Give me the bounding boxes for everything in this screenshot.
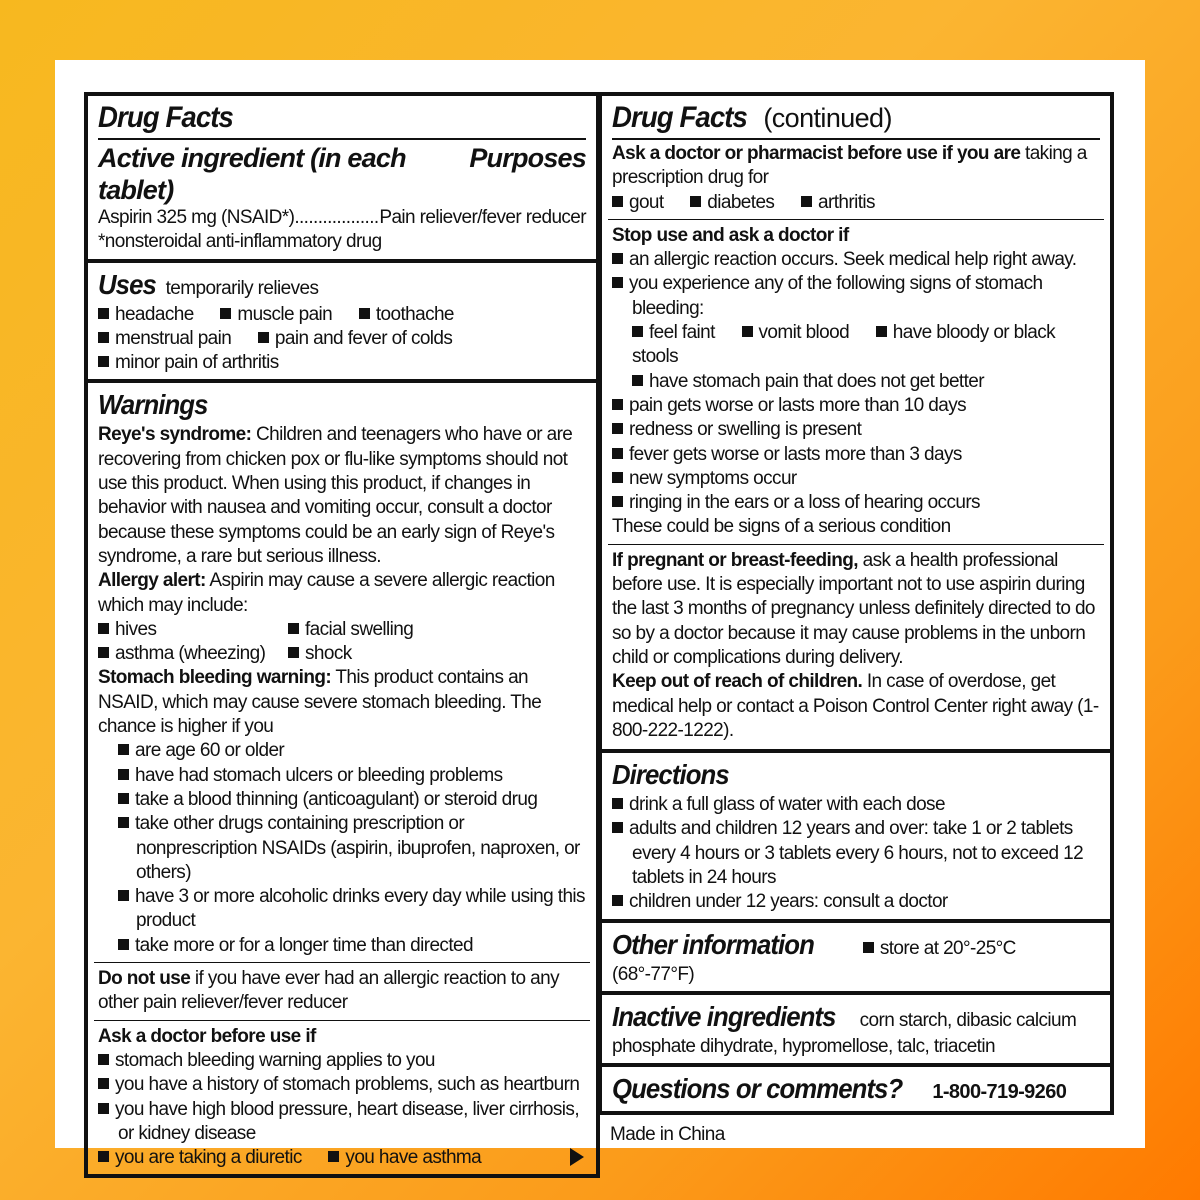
- divider: [608, 219, 1104, 220]
- keep-out-text: In case of overdose, get medical help or contact a Poison Control Center right away (1-800-222-1222).: [612, 671, 1099, 741]
- ask-pharmacist-box: [598, 92, 1114, 753]
- condition-item: diabetes: [690, 192, 774, 213]
- keep-out-label: Keep out of reach of children.: [612, 671, 863, 693]
- stop-use-item: you experience any of the following signs of stomach bleeding:: [612, 272, 1100, 321]
- divider: [98, 138, 586, 140]
- stop-use-item: ringing in the ears or a loss of hearing occurs: [612, 491, 1100, 515]
- questions-box: [598, 1063, 1114, 1115]
- allergy-item: shock: [288, 642, 586, 666]
- direction-item: drink a full glass of water with each dose: [612, 793, 1100, 817]
- use-item: toothache: [359, 304, 454, 325]
- pregnancy-text: ask a health professional before use. It is especially important not to use aspirin during the last 3 months of pregnancy unless definitely directed to do so by a doctor because it may cause problems in the unborn child or complications during delivery.: [612, 549, 1095, 668]
- ask-pharmacist-text: taking a prescription drug for: [612, 143, 1087, 189]
- stomach-risk-item: are age 60 or older: [98, 739, 586, 763]
- drug-facts-title-continued: Drug Facts: [612, 101, 747, 134]
- allergy-item: hives: [98, 618, 288, 642]
- stop-use-item: redness or swelling is present: [612, 418, 1100, 442]
- storage-item: store at 20°-25°C (68°-77°F): [612, 937, 1016, 985]
- stomach-risk-item: take other drugs containing prescription or nonprescription NSAIDs (aspirin, ibuprofen, naproxen, or others): [98, 812, 586, 885]
- warnings-box: [84, 379, 600, 1178]
- pregnancy-label: If pregnant or breast-feeding,: [612, 549, 858, 571]
- divider: [608, 544, 1104, 545]
- direction-item: children under 12 years: consult a doctor: [612, 890, 1100, 914]
- active-ingredient-heading: Active ingredient (in each tablet): [98, 143, 406, 205]
- stomach-risk-item: take more or for a longer time than directed: [98, 934, 586, 958]
- allergy-list: [98, 618, 586, 667]
- questions-heading: Questions or comments?: [612, 1073, 903, 1105]
- stomach-warning: [98, 666, 586, 739]
- active-ingredient-box: [84, 92, 600, 263]
- ask-pharmacist: [612, 142, 1100, 191]
- uses-intro: temporarily relieves: [165, 277, 319, 299]
- ask-doctor-heading: Ask a doctor before use if: [98, 1025, 316, 1047]
- ingredient-row: [98, 206, 586, 230]
- bleeding-sign: have bloody or black stools: [632, 322, 1056, 368]
- stop-use-heading: Stop use and ask a doctor if: [612, 224, 849, 246]
- directions-box: [598, 749, 1114, 922]
- allergy-item: facial swelling: [288, 618, 586, 642]
- reye-warning: [98, 423, 586, 569]
- ask-doctor-item: you have high blood pressure, heart disease, liver cirrhosis, or kidney disease: [98, 1098, 586, 1147]
- allergy-text: Aspirin may cause a severe allergic reaction which may include:: [98, 570, 555, 616]
- made-in-label: Made in China: [610, 1124, 725, 1146]
- allergy-item: asthma (wheezing): [98, 642, 288, 666]
- do-not-use: [98, 967, 586, 1016]
- reye-text: Children and teenagers who have or are recovering from chicken pox or flu-like symptoms should not use this product. When using this product, if changes in behavior with nausea and vomiting occur, consult a doctor because these symptoms could be an early sign of Reye's syndrome, a rare but serious illness.: [98, 424, 573, 567]
- directions-heading: Directions: [612, 759, 729, 791]
- bleeding-sign: have stomach pain that does not get better: [632, 371, 984, 392]
- divider: [612, 138, 1100, 140]
- allergy-alert: [98, 569, 586, 618]
- condition-item: arthritis: [801, 192, 875, 213]
- continued-label: (continued): [763, 103, 892, 133]
- continue-arrow-icon: [570, 1148, 584, 1166]
- use-item: menstrual pain: [98, 328, 231, 349]
- stomach-text: This product contains an NSAID, which may cause severe stomach bleeding. The chance is higher if you: [98, 667, 542, 738]
- direction-item: adults and children 12 years and over: take 1 or 2 tablets every 4 hours or 3 tablets every 6 hours, not to exceed 12 tablets in 24 hours: [612, 817, 1100, 890]
- divider: [94, 962, 590, 963]
- ingredient-purpose: Pain reliever/fever reducer: [379, 207, 586, 228]
- other-information-box: [598, 919, 1114, 995]
- ask-doctor-item: you are taking a diuretic: [98, 1147, 302, 1168]
- stop-use-item: pain gets worse or lasts more than 10 days: [612, 394, 1100, 418]
- other-information-heading: Other information: [612, 928, 814, 960]
- drug-facts-left-column: [84, 92, 600, 1178]
- do-not-use-text: if you have ever had an allergic reaction to any other pain reliever/fever reducer: [98, 968, 559, 1014]
- purposes-heading: Purposes: [469, 143, 586, 173]
- bleeding-sign: vomit blood: [742, 322, 850, 343]
- ingredient-name: Aspirin 325 mg (NSAID*): [98, 207, 295, 228]
- use-item: pain and fever of colds: [258, 328, 452, 349]
- drug-facts-panel: [55, 60, 1145, 1169]
- stop-use-item: an allergic reaction occurs. Seek medical help right away.: [612, 248, 1100, 272]
- uses-box: [84, 259, 600, 384]
- stop-use-item: new symptoms occur: [612, 467, 1100, 491]
- ask-doctor-item: stomach bleeding warning applies to you: [98, 1049, 586, 1073]
- do-not-use-label: Do not use: [98, 968, 191, 990]
- pregnancy-warning: [612, 549, 1100, 670]
- stomach-risk-item: have 3 or more alcoholic drinks every day while using this product: [98, 885, 586, 934]
- uses-heading: Uses: [98, 268, 156, 300]
- reye-label: Reye's syndrome:: [98, 424, 252, 446]
- nsaid-footnote: *nonsteroidal anti-inflammatory drug: [98, 231, 382, 253]
- divider: [94, 1020, 590, 1021]
- stomach-risk-item: take a blood thinning (anticoagulant) or steroid drug: [98, 788, 586, 812]
- stomach-risk-item: have had stomach ulcers or bleeding problems: [98, 764, 586, 788]
- dot-leader: [294, 206, 379, 230]
- allergy-label: Allergy alert:: [98, 570, 206, 592]
- ask-doctor-item: you have a history of stomach problems, such as heartburn: [98, 1073, 586, 1097]
- use-item: minor pain of arthritis: [98, 352, 279, 373]
- inactive-ingredients-box: [598, 991, 1114, 1067]
- stop-use-item: fever gets worse or lasts more than 3 days: [612, 443, 1100, 467]
- inactive-ingredients-heading: Inactive ingredients: [612, 1000, 836, 1032]
- stop-use-closing: These could be signs of a serious condition: [612, 516, 951, 538]
- drug-facts-title: Drug Facts: [98, 101, 233, 134]
- keep-out-warning: [612, 670, 1100, 745]
- stomach-label: Stomach bleeding warning:: [98, 667, 332, 689]
- active-ingredient-header: [98, 142, 586, 206]
- ask-pharmacist-label: Ask a doctor or pharmacist before use if you are: [612, 143, 1021, 164]
- questions-phone: 1-800-719-9260: [932, 1081, 1067, 1104]
- warnings-heading: Warnings: [98, 389, 208, 421]
- use-item: headache: [98, 304, 194, 325]
- bleeding-sign: feel faint: [632, 322, 715, 343]
- inactive-ingredients-text: corn starch, dibasic calcium phosphate dihydrate, hypromellose, talc, triacetin: [612, 1009, 1077, 1057]
- ask-doctor-item: you have asthma: [328, 1147, 481, 1168]
- condition-item: gout: [612, 192, 664, 213]
- drug-facts-right-column: [598, 92, 1114, 1150]
- use-item: muscle pain: [220, 304, 332, 325]
